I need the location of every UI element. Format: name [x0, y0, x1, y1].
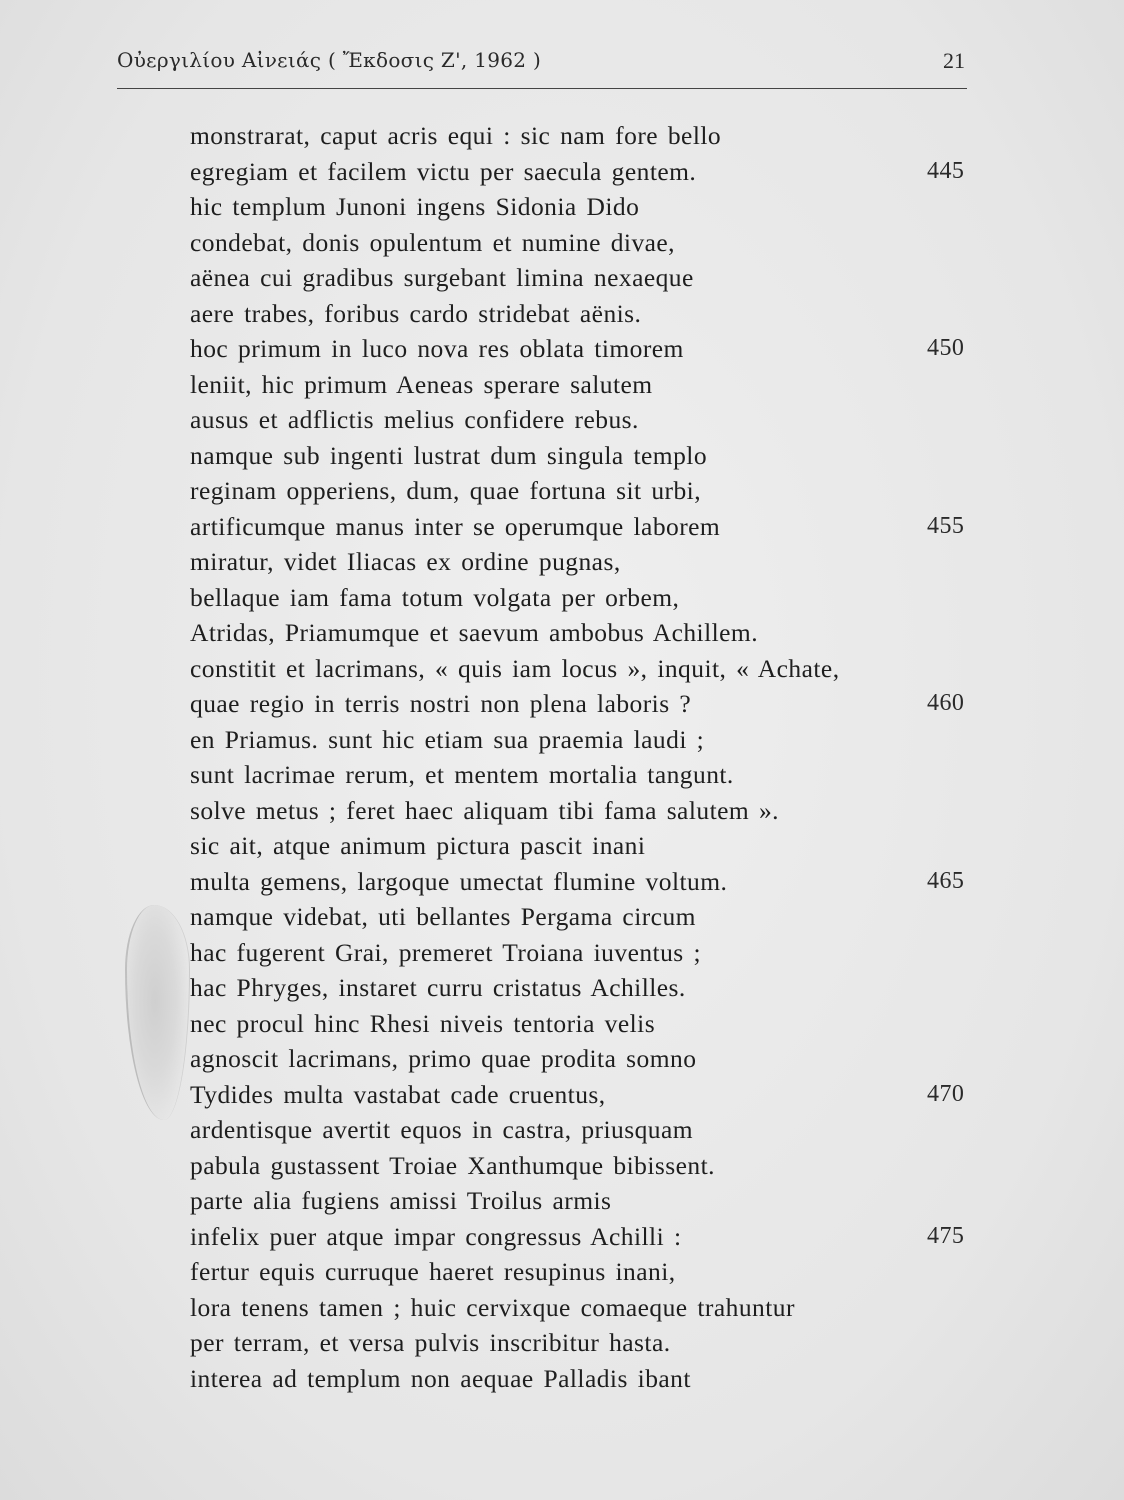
verse-text: reginam opperiens, dum, quae fortuna sit urbi,	[190, 476, 702, 505]
verse-line	[190, 1219, 990, 1255]
verse-line	[190, 225, 990, 261]
verse-text: monstrarat, caput acris equi : sic nam fore bello	[190, 121, 722, 150]
verse-text: aere trabes, foribus cardo stridebat aënis.	[190, 298, 642, 328]
verse-line	[190, 260, 990, 296]
verse-line	[190, 864, 990, 900]
verse-line	[190, 1290, 990, 1326]
verse-text: hoc primum in luco nova res oblata timorem	[190, 334, 684, 363]
verse-line	[190, 1148, 990, 1184]
line-number: 460	[927, 690, 965, 716]
verse-text: fertur equis curruque haeret resupinus inani,	[190, 1257, 676, 1286]
running-title: Οὐεργιλίου Αἰνειάς ( Ἔκδοσις Ζ', 1962 )	[117, 48, 542, 72]
verse-text: hac fugerent Grai, premeret Troiana iuventus ;	[190, 937, 702, 967]
verse-line	[190, 935, 990, 971]
verse-text: sunt lacrimae rerum, et mentem mortalia tangunt.	[190, 760, 734, 789]
verse-text: solve metus ; feret haec aliquam tibi fama salutem ».	[190, 795, 780, 825]
verse-text: egregiam et facilem victu per saecula gentem.	[190, 156, 697, 186]
line-number: 465	[927, 867, 965, 894]
verse-text: leniit, hic primum Aeneas sperare salutem	[190, 369, 653, 399]
verse-text: en Priamus. sunt hic etiam sua praemia laudi ;	[190, 724, 705, 754]
verse-text: miratur, videt Iliacas ex ordine pugnas,	[190, 547, 621, 576]
verse-line	[190, 793, 990, 829]
verse-text: namque videbat, uti bellantes Pergama circum	[190, 902, 696, 931]
verse-line	[190, 296, 990, 332]
verse-text: hic templum Junoni ingens Sidonia Dido	[190, 192, 640, 221]
paper-stain	[125, 905, 190, 1120]
verse-line	[190, 1361, 990, 1397]
verse-text: ausus et adflictis melius confidere rebus.	[190, 405, 639, 434]
verse-text: per terram, et versa pulvis inscribitur hasta.	[190, 1328, 671, 1357]
verse-text: bellaque iam fama totum volgata per orbem,	[190, 582, 680, 612]
verse-text: agnoscit lacrimans, primo quae prodita somno	[190, 1044, 697, 1073]
verse-text: sic ait, atque animum pictura pascit inani	[190, 831, 646, 860]
line-number: 475	[927, 1222, 965, 1249]
verse-text: parte alia fugiens amissi Troilus armis	[190, 1186, 612, 1215]
verse-line	[190, 154, 990, 190]
verse-text: artificumque manus inter se operumque laborem	[190, 511, 721, 541]
verse-line	[190, 1077, 990, 1113]
verse-text: condebat, donis opulentum et numine divae,	[190, 227, 676, 257]
verse-block	[190, 118, 990, 1396]
running-header	[117, 48, 965, 88]
verse-text: interea ad templum non aequae Palladis ibant	[190, 1363, 691, 1393]
verse-line	[190, 544, 990, 580]
verse-text: nec procul hinc Rhesi niveis tentoria velis	[190, 1008, 656, 1038]
verse-text: multa gemens, largoque umectat flumine voltum.	[190, 866, 728, 896]
page-number: 21	[943, 48, 965, 73]
verse-text: hac Phryges, instaret curru cristatus Achilles.	[190, 973, 686, 1002]
verse-line	[190, 651, 990, 687]
verse-line	[190, 1112, 990, 1148]
header-rule	[117, 88, 967, 89]
verse-line	[190, 402, 990, 438]
verse-text: infelix puer atque impar congressus Achilli :	[190, 1221, 682, 1251]
verse-line	[190, 1041, 990, 1077]
verse-line	[190, 970, 990, 1006]
verse-text: quae regio in terris nostri non plena laboris ?	[190, 689, 692, 718]
verse-line	[190, 828, 990, 864]
verse-text: pabula gustassent Troiae Xanthumque bibissent.	[190, 1150, 715, 1180]
line-number: 450	[927, 335, 965, 361]
verse-line	[190, 580, 990, 616]
verse-line	[190, 189, 990, 225]
verse-line	[190, 899, 990, 935]
verse-line	[190, 367, 990, 403]
verse-line	[190, 118, 990, 154]
verse-text: Atridas, Priamumque et saevum ambobus Achillem.	[190, 618, 759, 647]
verse-text: lora tenens tamen ; huic cervixque comaeque trahuntur	[190, 1292, 795, 1322]
verse-line	[190, 509, 990, 545]
verse-line	[190, 331, 990, 367]
verse-text: constitit et lacrimans, « quis iam locus », inquit, « Achate,	[190, 653, 840, 683]
verse-line	[190, 438, 990, 474]
verse-text: Tydides multa vastabat cade cruentus,	[190, 1079, 606, 1109]
verse-text: namque sub ingenti lustrat dum singula templo	[190, 440, 708, 470]
verse-line	[190, 473, 990, 509]
verse-line	[190, 722, 990, 758]
line-number: 455	[927, 512, 965, 539]
verse-line	[190, 1006, 990, 1042]
verse-line	[190, 1325, 990, 1361]
line-number: 445	[927, 157, 965, 184]
verse-text: aënea cui gradibus surgebant limina nexaeque	[190, 263, 694, 292]
verse-line	[190, 757, 990, 793]
verse-line	[190, 1254, 990, 1290]
verse-text: ardentisque avertit equos in castra, priusquam	[190, 1115, 694, 1144]
verse-line	[190, 615, 990, 651]
verse-line	[190, 1183, 990, 1219]
line-number: 470	[927, 1080, 965, 1107]
verse-line	[190, 686, 990, 722]
